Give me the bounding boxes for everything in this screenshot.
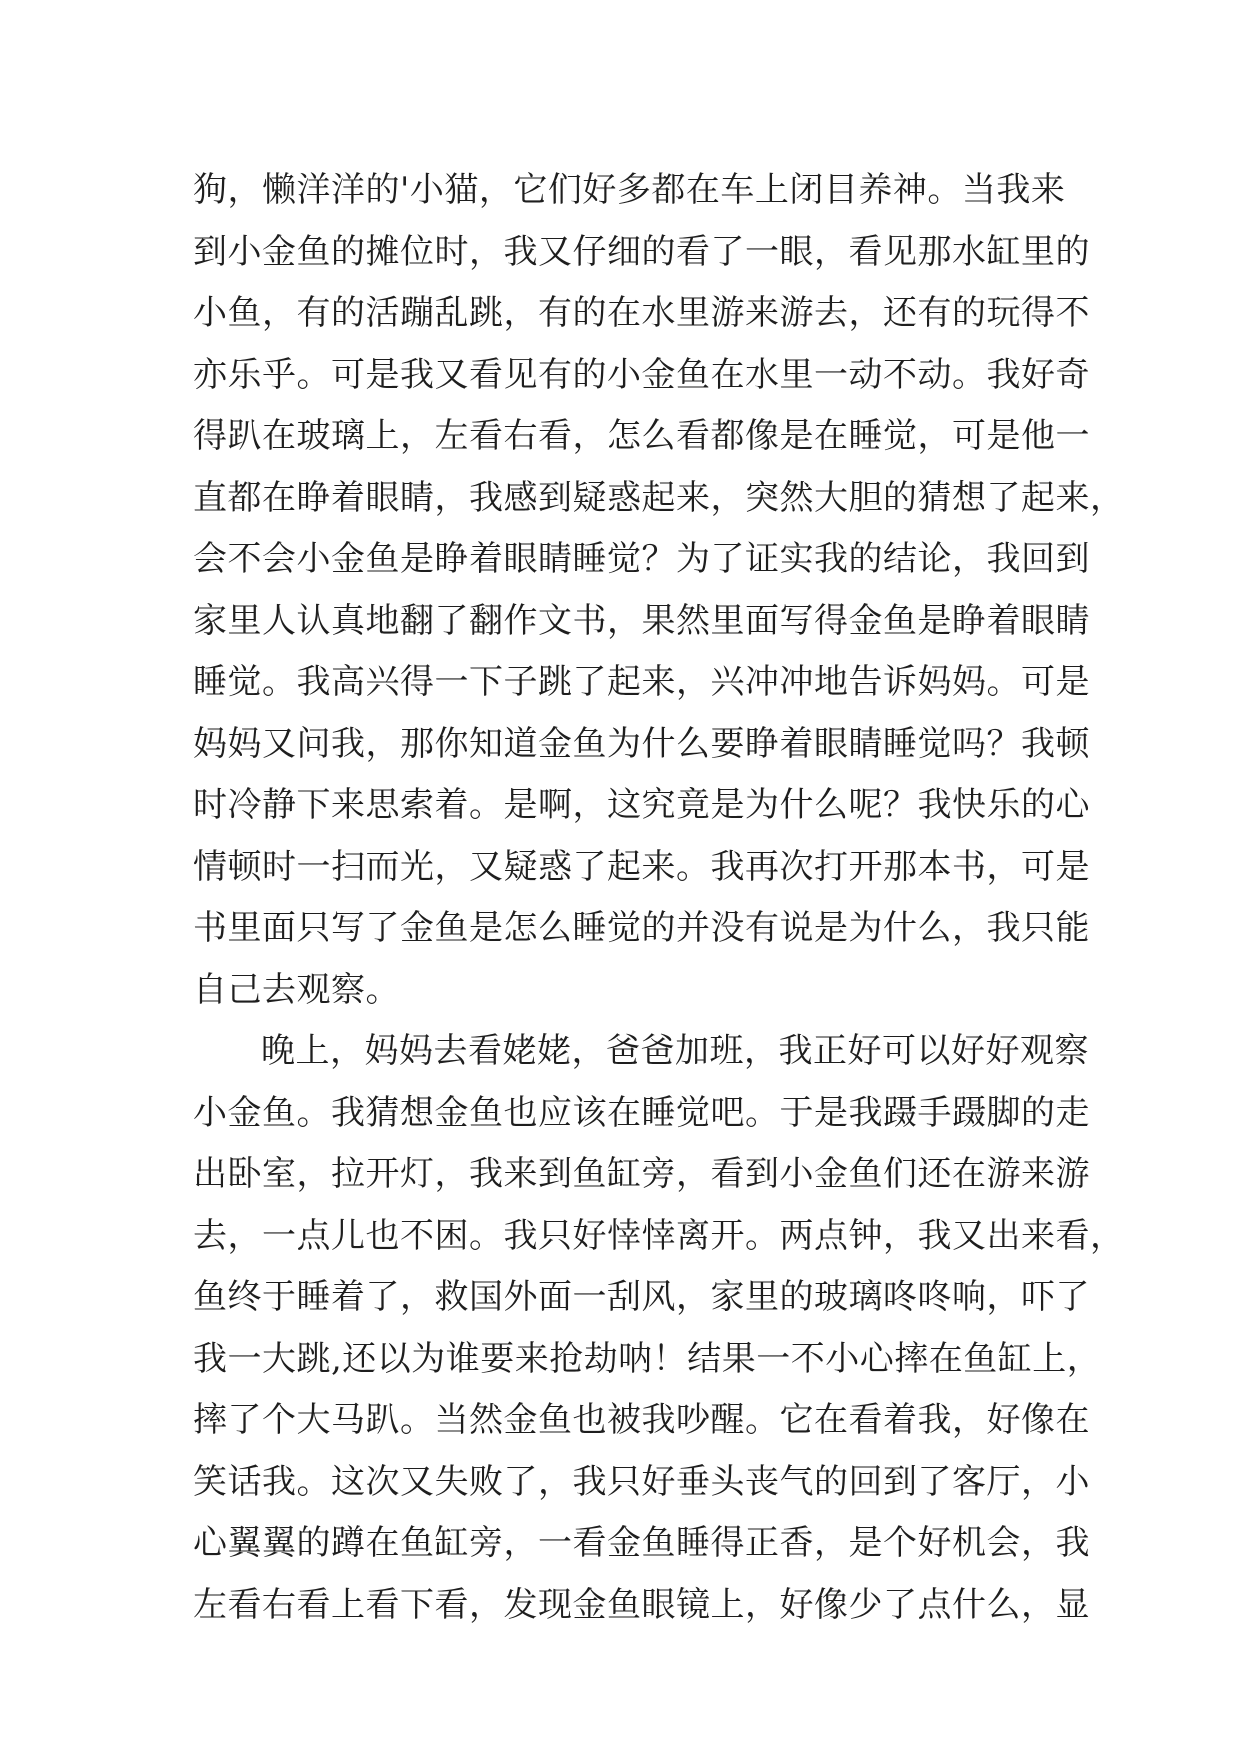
text-line: 小鱼，有的活蹦乱跳，有的在水里游来游去，还有的玩得不 [193, 293, 1090, 333]
text-line: 妈妈又问我，那你知道金鱼为什么要睁着眼睛睡觉吗？我顿 [193, 723, 1090, 764]
text-line: 自己去观察。 [193, 969, 400, 1010]
text-line: 得趴在玻璃上，左看右看，怎么看都像是在睡觉，可是他一 [193, 416, 1090, 456]
paragraph-2 [193, 1021, 1125, 1636]
body-text [193, 160, 1125, 1636]
text-line: 到小金鱼的摊位时，我又仔细的看了一眼，看见那水缸里的 [193, 231, 1090, 272]
text-line: 笑话我。这次又失败了，我只好垂头丧气的回到了客厅，小 [193, 1461, 1090, 1502]
text-line: 亦乐乎。可是我又看见有的小金鱼在水里一动不动。我好奇 [193, 354, 1090, 395]
text-line: 直都在睁着眼睛，我感到疑惑起来，突然大胆的猜想了起来， [193, 477, 1125, 518]
text-line: 心翼翼的蹲在鱼缸旁，一看金鱼睡得正香，是个好机会，我 [193, 1523, 1090, 1563]
text-line: 家里人认真地翻了翻作文书，果然里面写得金鱼是睁着眼睛 [193, 600, 1090, 641]
text-line: 我一大跳,还以为谁要来抢劫呐！结果一不小心摔在鱼缸上， [193, 1338, 1102, 1379]
paragraph-1 [193, 160, 1125, 1021]
text-line: 会不会小金鱼是睁着眼睛睡觉？为了证实我的结论，我回到 [193, 539, 1090, 579]
text-line: 情顿时一扫而光，又疑惑了起来。我再次打开那本书，可是 [193, 846, 1090, 887]
text-line: 狗，懒洋洋的'小猫，它们好多都在车上闭目养神。当我来 [193, 170, 1066, 210]
text-line: 书里面只写了金鱼是怎么睡觉的并没有说是为什么，我只能 [193, 908, 1090, 948]
text-line: 左看右看上看下看，发现金鱼眼镜上，好像少了点什么，显 [193, 1584, 1090, 1625]
text-line: 时冷静下来思索着。是啊，这究竟是为什么呢？我快乐的心 [193, 785, 1090, 825]
text-line: 睡觉。我高兴得一下子跳了起来，兴冲冲地告诉妈妈。可是 [193, 662, 1090, 702]
text-line: 晚上，妈妈去看姥姥，爸爸加班，我正好可以好好观察 [261, 1031, 1089, 1071]
text-line: 去，一点儿也不困。我只好悻悻离开。两点钟，我又出来看， [193, 1215, 1125, 1256]
text-line: 鱼终于睡着了，救国外面一刮风，家里的玻璃咚咚响，吓了 [193, 1277, 1090, 1317]
text-line: 小金鱼。我猜想金鱼也应该在睡觉吧。于是我蹑手蹑脚的走 [193, 1092, 1090, 1133]
text-line: 摔了个大马趴。当然金鱼也被我吵醒。它在看着我，好像在 [193, 1400, 1090, 1440]
text-line: 出卧室，拉开灯，我来到鱼缸旁，看到小金鱼们还在游来游 [193, 1154, 1090, 1194]
